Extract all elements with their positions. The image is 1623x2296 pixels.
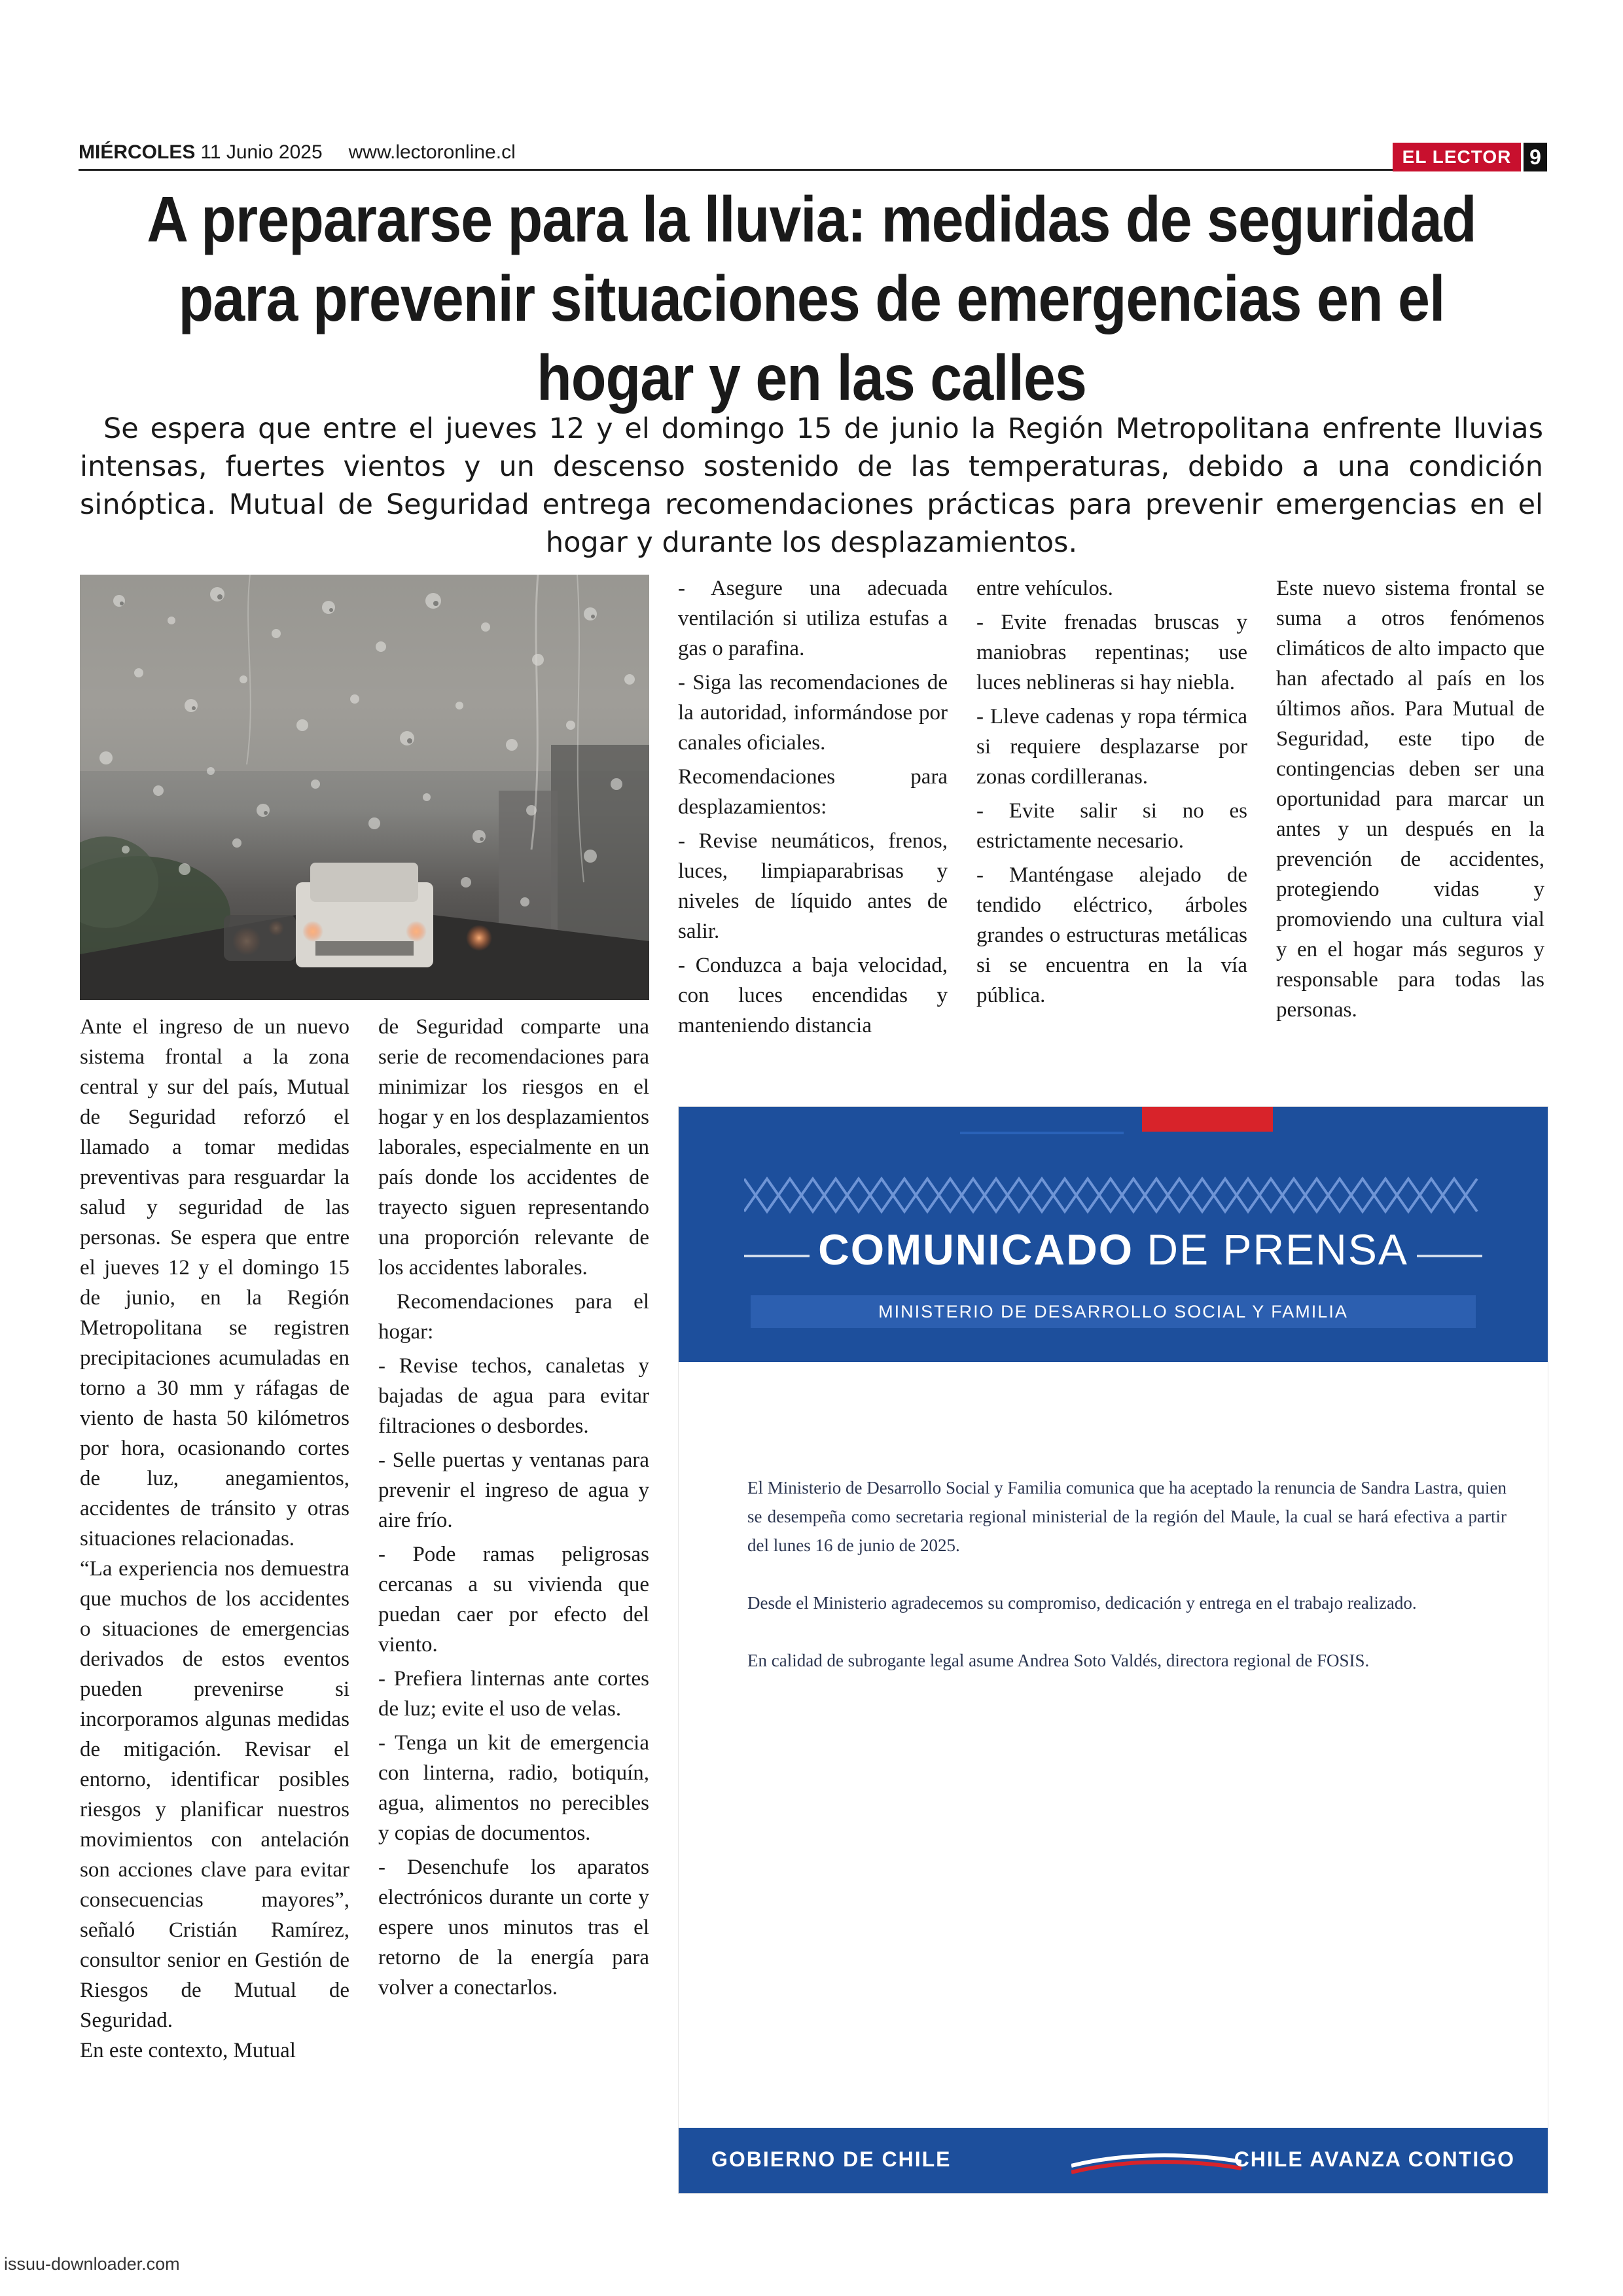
home-tip-1: - Revise techos, canaletas y bajadas de agua para evitar filtraciones o desbordes. [378, 1354, 649, 1438]
rain-windshield-photo [80, 575, 649, 1000]
header-date: 11 Junio 2025 [200, 141, 323, 163]
article-column-3 [678, 573, 948, 1041]
press-release-paragraph-3: En calidad de subrogante legal asume Andrea Soto Valdés, directora regional de FOSIS. [747, 1651, 1370, 1670]
home-tip-6: - Desenchufe los aparatos electrónicos durante un corte y espere unos minutos tras el retorno de la energía para volver a conectarlos. [378, 1856, 649, 2000]
travel-tip-2-cont: entre vehículos. [976, 577, 1113, 600]
press-release-box [678, 1106, 1548, 2194]
watermark-text: issuu-downloader.com [4, 2254, 180, 2274]
home-tip-2: - Selle puertas y ventanas para prevenir el ingreso de agua y aire frío. [378, 1448, 649, 1532]
press-release-title [679, 1225, 1548, 1274]
page-number: 9 [1524, 143, 1547, 171]
press-release-footer [679, 2128, 1548, 2193]
travel-tip-1: - Revise neumáticos, frenos, luces, limpiaparabrisas y niveles de líquido antes de salir. [678, 829, 948, 943]
col1-paragraph-1: Ante el ingreso de un nuevo sistema frontal a la zona central y sur del país, Mutual de Seguridad reforzó el llamado a tomar medidas preventivas para resguardar la salud y seguridad de las personas. Se espera que entre el jueves 12 y el domingo 15 de junio, en la Región Metropolitana se registren precipitaciones acumuladas en torno a 30 mm y ráfagas de viento de hasta 50 kilómetros por hora, ocasionando cortes de luz, anegamientos, accidentes de tránsito y otras situaciones relacionadas. [80, 1015, 349, 1551]
press-release-title-bold: COMUNICADO [818, 1225, 1134, 1274]
travel-recommendations-heading: Recomendaciones para desplazamientos: [678, 765, 948, 819]
article-headline: A prepararse para la lluvia: medidas de seguridad para prevenir situaciones de emergencias en el hogar y en las calles [147, 183, 1476, 414]
gobierno-de-chile-label: GOBIERNO DE CHILE [711, 2147, 952, 2171]
article-column-4 [976, 573, 1247, 1011]
article-column-5 [1276, 573, 1544, 1025]
home-tip-7: - Asegure una adecuada ventilación si utiliza estufas a gas o parafina. [678, 577, 948, 660]
press-release-body [747, 1473, 1507, 1704]
header-website[interactable]: www.lectoronline.cl [348, 141, 516, 163]
col1-paragraph-2: “La experiencia nos demuestra que muchos de los accidentes o situaciones de emergencias derivados de estos eventos pueden prevenirse si incorporamos algunas medidas de mitigación. Revisar el entorno, identificar posibles riesgos y planificar nuestros movimientos con antelación son acciones clave para evitar consecuencias mayores”, señaló Cristián Ramírez, consultor senior en Gestión de Riesgos de Mutual de Seguridad. [80, 1557, 349, 2032]
chile-avanza-contigo-label: CHILE AVANZA CONTIGO [1234, 2147, 1515, 2171]
press-release-paragraph-2: Desde el Ministerio agradecemos su compromiso, dedicación y entrega en el trabajo realizado. [747, 1593, 1417, 1613]
travel-tip-4: - Lleve cadenas y ropa térmica si requiere desplazarse por zonas cordilleranas. [976, 705, 1247, 789]
travel-tip-3: - Evite frenadas bruscas y maniobras repentinas; use luces neblineras si hay niebla. [976, 611, 1247, 694]
banner-blue-stripe [960, 1107, 1124, 1134]
chile-flag-stripe-icon [1071, 2146, 1241, 2176]
article-deck: Se espera que entre el jueves 12 y el domingo 15 de junio la Región Metropolitana enfrente lluvias intensas, fuertes vientos y un descenso sostenido de las temperaturas, debido a una condición sinóptica. Mutual de Seguridad entrega recomendaciones prácticas para prevenir emergencias en el hogar y durante los desplazamientos. [80, 412, 1543, 559]
col1-paragraph-3: En este contexto, Mutual [80, 2039, 296, 2062]
page-header [79, 141, 1544, 170]
home-tip-5: - Tenga un kit de emergencia con linterna, radio, botiquín, agua, alimentos no perecibles y copias de documentos. [378, 1731, 649, 1845]
travel-tip-5: - Evite salir si no es estrictamente necesario. [976, 799, 1247, 853]
article-column-1 [80, 1012, 349, 2066]
article-column-2 [378, 1012, 649, 2003]
home-tip-3: - Pode ramas peligrosas cercanas a su vivienda que puedan caer por efecto del viento. [378, 1543, 649, 1657]
header-rule [79, 169, 1394, 171]
banner-red-stripe [1142, 1107, 1273, 1132]
col5-paragraph-1: Este nuevo sistema frontal se suma a otros fenómenos climáticos de alto impacto que han afectado al país en los últimos años. Para Mutual de Seguridad, este tipo de contingencias deben ser una oportunidad para marcar un antes y un después en la prevención de accidentes, protegiendo vidas y promoviendo una cultura vial y en el hogar más seguros y responsable para todas las personas. [1276, 577, 1544, 1022]
travel-tip-2: - Conduzca a baja velocidad, con luces encendidas y manteniendo distancia [678, 954, 948, 1037]
press-release-banner [679, 1107, 1548, 1362]
home-tip-8: - Siga las recomendaciones de la autoridad, informándose por canales oficiales. [678, 671, 948, 755]
banner-pattern-icon [744, 1172, 1482, 1218]
press-release-title-rest: DE PRENSA [1133, 1225, 1408, 1274]
header-day: MIÉRCOLES [79, 141, 196, 163]
home-tip-4: - Prefiera linternas ante cortes de luz; evite el uso de velas. [378, 1667, 649, 1721]
press-release-ministry: MINISTERIO DE DESARROLLO SOCIAL Y FAMILIA [751, 1295, 1476, 1328]
newspaper-logo: EL LECTOR [1393, 143, 1521, 171]
press-release-paragraph-1: El Ministerio de Desarrollo Social y Familia comunica que ha aceptado la renuncia de Sandra Lastra, quien se desempeña como secretaria regional ministerial de la región del Maule, la cual se hará efectiva a partir del lunes 16 de junio de 2025. [747, 1478, 1507, 1555]
rain-photo-illustration [80, 575, 649, 1000]
home-recommendations-heading: Recomendaciones para el hogar: [378, 1290, 649, 1344]
travel-tip-6: - Manténgase alejado de tendido eléctrico, árboles grandes o estructuras metálicas si se encuentra en la vía pública. [976, 863, 1247, 1007]
col2-paragraph-1: de Seguridad comparte una serie de recomendaciones para minimizar los riesgos en el hogar y en los desplazamientos laborales, especialmente en un país donde los accidentes de trayecto siguen representando una proporción relevante de los accidentes laborales. [378, 1015, 649, 1280]
